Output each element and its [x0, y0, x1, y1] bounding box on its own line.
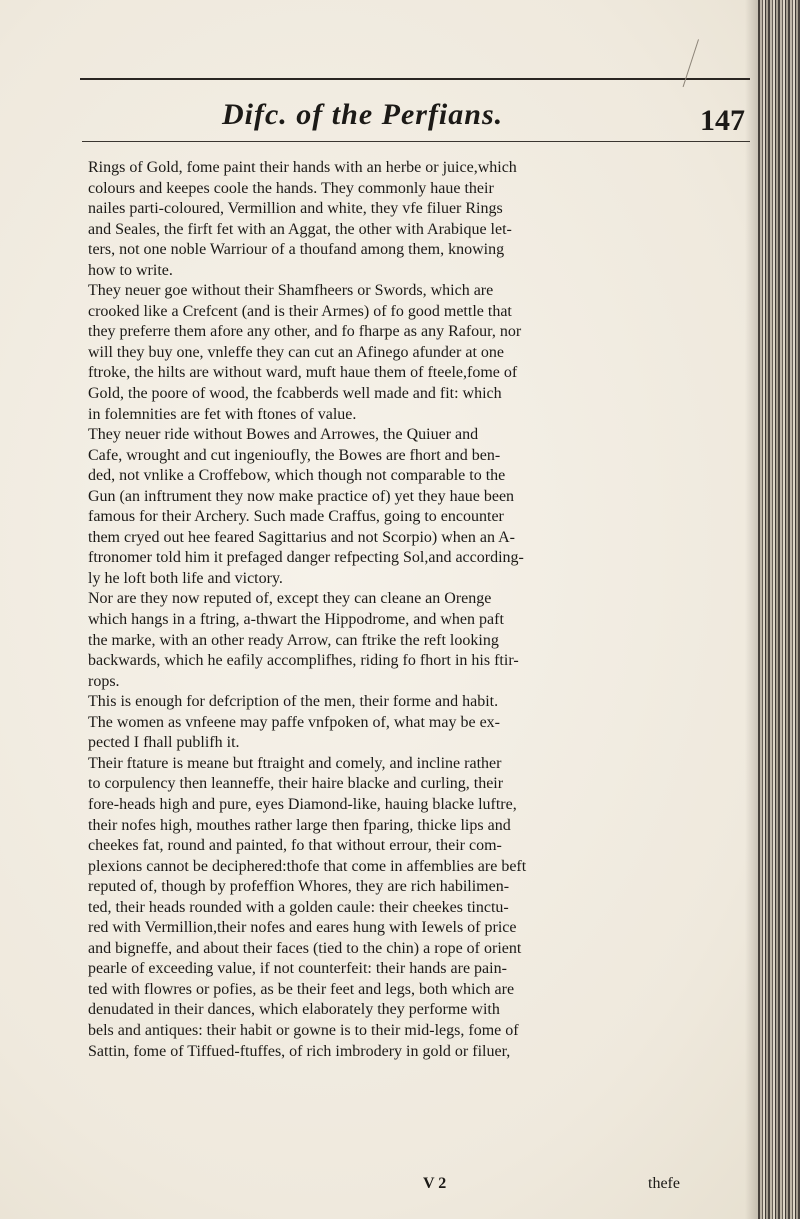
text-line: ly he loft both life and victory.: [88, 569, 283, 587]
text-line: Gun (an inftrument they now make practice of) yet they haue been: [88, 487, 515, 505]
text-line: nailes parti-coloured, Vermillion and white, they vfe filuer Rings: [88, 200, 503, 218]
page-edges: [758, 0, 800, 1219]
text-line: ftroke, the hilts are without ward, muft haue them of fteele,fome of: [88, 364, 518, 382]
text-line: Nor are they now reputed of, except they can cleane an Orenge: [88, 590, 492, 608]
text-line: The women as vnfeene may paffe vnfpoken of, what may be ex-: [88, 713, 500, 731]
text-line: rops.: [88, 672, 120, 690]
text-line: Gold, the poore of wood, the fcabberds well made and fit: which: [88, 385, 502, 403]
text-line: Cafe, wrought and cut ingenioufly, the Bowes are fhort and ben-: [88, 446, 501, 464]
header-rule: [82, 141, 750, 142]
footer-line: [88, 1175, 678, 1195]
text-line: and bigneffe, and about their faces (tied to the chin) a rope of orient: [88, 939, 522, 957]
text-line: denudated in their dances, which elaborately they performe with: [88, 1001, 500, 1019]
text-line: This is enough for defcription of the men, their forme and habit.: [88, 693, 499, 711]
text-line: Rings of Gold, fome paint their hands with an herbe or juice,which: [88, 159, 517, 176]
text-line: ted with flowres or pofies, as be their feet and legs, both which are: [88, 980, 515, 998]
text-line: red with Vermillion,their nofes and eares hung with Iewels of price: [88, 919, 517, 937]
text-line: plexions cannot be deciphered:thofe that come in affemblies are beft: [88, 857, 527, 875]
pen-mark: [683, 39, 711, 91]
text-line: ters, not one noble Warriour of a thoufand among them, knowing: [88, 241, 505, 259]
text-line: the marke, with an other ready Arrow, can ftrike the reft looking: [88, 631, 499, 649]
text-line: bels and antiques: their habit or gowne is to their mid-legs, fome of: [88, 1021, 519, 1039]
text-line: crooked like a Crefcent (and is their Armes) of fo good mettle that: [88, 302, 512, 320]
text-line: pearle of exceeding value, if not counterfeit: their hands are pain-: [88, 960, 507, 978]
running-title: Difc. of the Perfians.: [222, 98, 504, 131]
text-line: in folemnities are fet with ftones of value.: [88, 405, 357, 423]
text-line: pected I fhall publifh it.: [88, 734, 240, 752]
text-line: their nofes high, mouthes rather large then fparing, thicke lips and: [88, 816, 511, 834]
text-line: which hangs in a ftring, a-thwart the Hippodrome, and when paft: [88, 611, 504, 629]
page-number: 147: [700, 104, 745, 137]
text-line: They neuer ride without Bowes and Arrowes, the Quiuer and: [88, 426, 479, 444]
text-line: fore-heads high and pure, eyes Diamond-like, hauing blacke luftre,: [88, 795, 517, 813]
text-line: Sattin, fome of Tiffued-ftuffes, of rich imbrodery in gold or filuer,: [88, 1042, 511, 1060]
text-line: reputed of, though by profeffion Whores, they are rich habilimen-: [88, 878, 510, 896]
signature-mark: V 2: [423, 1175, 447, 1192]
text-line: and Seales, the firft fet with an Aggat, the other with Arabique let-: [88, 220, 512, 238]
text-line: Their ftature is meane but ftraight and comely, and incline rather: [88, 754, 502, 772]
body-text: [88, 158, 678, 1062]
text-line: them cryed out hee feared Sagittarius and not Scorpio) when an A-: [88, 528, 515, 546]
text-line: They neuer goe without their Shamfheers or Swords, which are: [88, 282, 494, 300]
text-line: ded, not vnlike a Croffebow, which though not comparable to the: [88, 467, 506, 485]
text-line: backwards, which he eafily accomplifhes, riding fo fhort in his ftir-: [88, 652, 519, 670]
text-line: colours and keepes coole the hands. They commonly haue their: [88, 179, 494, 197]
text-line: how to write.: [88, 261, 173, 279]
text-line: ftronomer told him it prefaged danger refpecting Sol,and according-: [88, 549, 524, 567]
top-rule: [80, 78, 750, 80]
text-line: they preferre them afore any other, and fo fharpe as any Rafour, nor: [88, 323, 522, 341]
text-line: famous for their Archery. Such made Craffus, going to encounter: [88, 508, 504, 526]
text-line: ted, their heads rounded with a golden caule: their cheekes tinctu-: [88, 898, 509, 916]
text-line: will they buy one, vnleffe they can cut an Afinego afunder at one: [88, 343, 505, 361]
text-line: cheekes fat, round and painted, fo that without errour, their com-: [88, 837, 502, 855]
text-line: to corpulency then leanneffe, their haire blacke and curling, their: [88, 775, 504, 793]
catchword: thefe: [648, 1175, 680, 1192]
